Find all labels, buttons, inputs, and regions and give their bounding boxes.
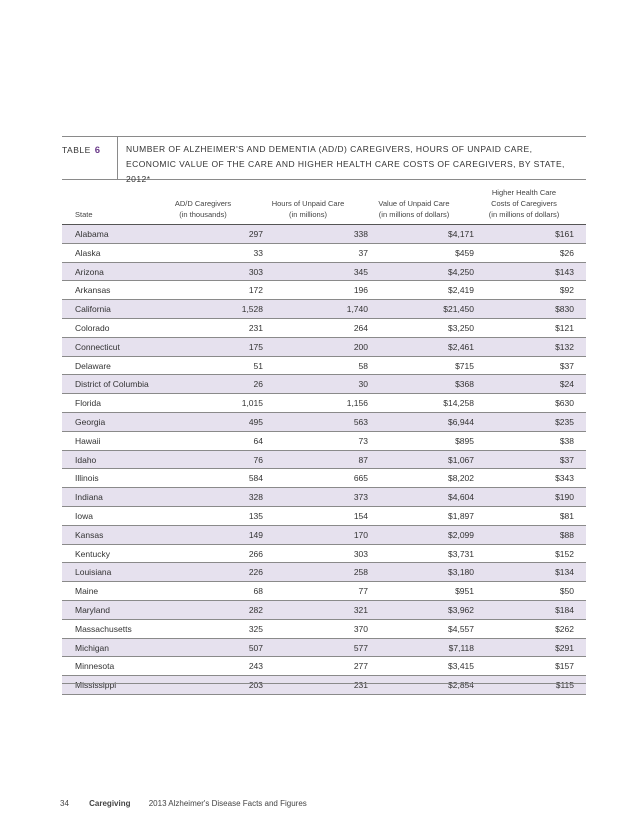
- cell-state: Iowa: [75, 510, 93, 521]
- table-body: [62, 224, 586, 695]
- cell-caregivers: 64: [253, 435, 263, 446]
- cell-caregivers: 76: [253, 454, 263, 465]
- cell-hours: 577: [353, 642, 368, 653]
- cell-costs: $235: [555, 416, 574, 427]
- cell-value: $1,067: [448, 454, 474, 465]
- table-row: [62, 375, 586, 394]
- cell-caregivers: 303: [248, 266, 263, 277]
- page-footer: [60, 799, 307, 808]
- column-header-hours-line1: Hours of Unpaid Care: [271, 199, 345, 208]
- cell-hours: 58: [358, 360, 368, 371]
- table-row: [62, 507, 586, 526]
- column-header-value-line1: Value of Unpaid Care: [378, 199, 450, 208]
- table-row: [62, 469, 586, 488]
- column-header-caregivers-line2: (in thousands): [179, 210, 227, 219]
- cell-costs: $38: [559, 435, 574, 446]
- cell-caregivers: 33: [253, 247, 263, 258]
- table-row: [62, 432, 586, 451]
- column-header-state: State: [75, 210, 93, 219]
- cell-hours: 154: [353, 510, 368, 521]
- cell-hours: 264: [353, 322, 368, 333]
- cell-costs: $630: [555, 398, 574, 409]
- cell-state: Connecticut: [75, 341, 120, 352]
- cell-costs: $184: [555, 604, 574, 615]
- table-row: [62, 488, 586, 507]
- cell-hours: 370: [353, 623, 368, 634]
- column-header-caregivers: [143, 198, 263, 220]
- table-header: [62, 136, 586, 184]
- cell-costs: $121: [555, 322, 574, 333]
- table-row: [62, 582, 586, 601]
- section-name: Caregiving: [89, 799, 131, 808]
- table-row: [62, 300, 586, 319]
- cell-state: Idaho: [75, 454, 97, 465]
- cell-costs: $50: [559, 586, 574, 597]
- cell-caregivers: 495: [248, 416, 263, 427]
- cell-state: Delaware: [75, 360, 111, 371]
- cell-costs: $92: [559, 285, 574, 296]
- cell-costs: $24: [559, 379, 574, 390]
- cell-hours: 200: [353, 341, 368, 352]
- cell-state: Georgia: [75, 416, 106, 427]
- column-header-costs-line1: Higher Health Care: [491, 188, 557, 197]
- cell-costs: $830: [555, 304, 574, 315]
- cell-state: Florida: [75, 398, 101, 409]
- cell-hours: 73: [358, 435, 368, 446]
- cell-caregivers: 243: [248, 661, 263, 672]
- cell-hours: 665: [353, 473, 368, 484]
- cell-state: Mississippi: [75, 680, 117, 691]
- table-label-text: TABLE: [62, 145, 91, 155]
- cell-caregivers: 328: [248, 492, 263, 503]
- cell-state: Massachusetts: [75, 623, 132, 634]
- cell-state: Colorado: [75, 322, 110, 333]
- cell-costs: $37: [559, 454, 574, 465]
- table-row: [62, 263, 586, 282]
- cell-hours: 30: [358, 379, 368, 390]
- table-row: [62, 545, 586, 564]
- table-row: [62, 657, 586, 676]
- table-number: 6: [94, 145, 101, 156]
- cell-value: $14,258: [443, 398, 474, 409]
- cell-costs: $26: [559, 247, 574, 258]
- cell-caregivers: 231: [248, 322, 263, 333]
- cell-costs: $81: [559, 510, 574, 521]
- cell-costs: $291: [555, 642, 574, 653]
- cell-value: $3,962: [448, 604, 474, 615]
- column-header-caregivers-line1: AD/D Caregivers: [174, 199, 232, 208]
- cell-value: $1,897: [448, 510, 474, 521]
- cell-state: Michigan: [75, 642, 110, 653]
- cell-value: $2,099: [448, 529, 474, 540]
- cell-value: $4,557: [448, 623, 474, 634]
- cell-hours: 345: [353, 266, 368, 277]
- cell-value: $21,450: [443, 304, 474, 315]
- cell-state: Minnesota: [75, 661, 115, 672]
- cell-value: $4,604: [448, 492, 474, 503]
- cell-costs: $152: [555, 548, 574, 559]
- cell-caregivers: 282: [248, 604, 263, 615]
- column-header-costs-line2: Costs of Caregivers: [491, 199, 557, 208]
- cell-caregivers: 1,528: [241, 304, 263, 315]
- cell-hours: 373: [353, 492, 368, 503]
- cell-hours: 1,156: [346, 398, 368, 409]
- cell-state: Kansas: [75, 529, 104, 540]
- cell-hours: 231: [353, 680, 368, 691]
- cell-hours: 303: [353, 548, 368, 559]
- cell-state: California: [75, 304, 111, 315]
- page-number: 34: [60, 799, 69, 808]
- cell-value: $2,461: [448, 341, 474, 352]
- table-title: NUMBER OF ALZHEIMER'S AND DEMENTIA (AD/D) CAREGIVERS, HOURS OF UNPAID CARE, ECONOMIC VALUE OF THE CARE AND HIGHER HEALTH CARE COSTS OF CAREGIVERS, BY STATE, 2012*: [126, 144, 565, 184]
- cell-caregivers: 26: [253, 379, 263, 390]
- cell-costs: $190: [555, 492, 574, 503]
- cell-costs: $343: [555, 473, 574, 484]
- cell-caregivers: 203: [248, 680, 263, 691]
- cell-hours: 196: [353, 285, 368, 296]
- cell-value: $7,118: [448, 642, 474, 653]
- table-row: [62, 413, 586, 432]
- cell-costs: $143: [555, 266, 574, 277]
- cell-value: $3,415: [448, 661, 474, 672]
- publication-title: 2013 Alzheimer's Disease Facts and Figures: [148, 799, 307, 808]
- column-header-hours: [248, 198, 368, 220]
- cell-caregivers: 135: [248, 510, 263, 521]
- table-row: [62, 338, 586, 357]
- cell-costs: $262: [555, 623, 574, 634]
- cell-hours: 563: [353, 416, 368, 427]
- cell-value: $895: [455, 435, 474, 446]
- cell-state: Kentucky: [75, 548, 110, 559]
- cell-value: $4,171: [448, 229, 474, 239]
- table-row: [62, 394, 586, 413]
- cell-value: $368: [455, 379, 474, 390]
- table-row: [62, 451, 586, 470]
- cell-caregivers: 507: [248, 642, 263, 653]
- cell-caregivers: 175: [248, 341, 263, 352]
- cell-state: Alaska: [75, 247, 101, 258]
- cell-hours: 338: [353, 229, 368, 239]
- cell-caregivers: 51: [253, 360, 263, 371]
- cell-costs: $134: [555, 567, 574, 578]
- table-row: [62, 281, 586, 300]
- cell-state: Hawaii: [75, 435, 101, 446]
- cell-state: Maine: [75, 586, 99, 597]
- cell-hours: 77: [358, 586, 368, 597]
- column-header-hours-line2: (in millions): [289, 210, 327, 219]
- cell-hours: 37: [358, 247, 368, 258]
- cell-value: $459: [455, 247, 474, 258]
- cell-state: Arizona: [75, 266, 104, 277]
- cell-value: $2,419: [448, 285, 474, 296]
- cell-costs: $132: [555, 341, 574, 352]
- cell-caregivers: 584: [248, 473, 263, 484]
- table-row: [62, 526, 586, 545]
- column-header-value: [354, 198, 474, 220]
- cell-value: $951: [455, 586, 474, 597]
- cell-value: $8,202: [448, 473, 474, 484]
- cell-costs: $37: [559, 360, 574, 371]
- table-row: [62, 620, 586, 639]
- table-row: [62, 225, 586, 244]
- cell-state: Illinois: [75, 473, 99, 484]
- cell-costs: $161: [555, 229, 574, 239]
- cell-costs: $88: [559, 529, 574, 540]
- table-row: [62, 676, 586, 695]
- table-row: [62, 601, 586, 620]
- cell-costs: $157: [555, 661, 574, 672]
- cell-caregivers: 68: [253, 586, 263, 597]
- column-header-costs: [464, 187, 584, 220]
- cell-hours: 87: [358, 454, 368, 465]
- cell-value: $3,250: [448, 322, 474, 333]
- table-row: [62, 357, 586, 376]
- cell-state: District of Columbia: [75, 379, 149, 390]
- cell-hours: 321: [353, 604, 368, 615]
- table-bottom-rule: [62, 683, 586, 684]
- cell-state: Arkansas: [75, 285, 111, 296]
- table-row: [62, 639, 586, 658]
- column-header-value-line2: (in millions of dollars): [378, 210, 450, 219]
- cell-hours: 170: [353, 529, 368, 540]
- cell-hours: 258: [353, 567, 368, 578]
- cell-state: Indiana: [75, 492, 103, 503]
- cell-caregivers: 297: [248, 229, 263, 239]
- column-header-costs-line3: (in millions of dollars): [488, 210, 560, 219]
- cell-hours: 277: [353, 661, 368, 672]
- cell-caregivers: 226: [248, 567, 263, 578]
- cell-hours: 1,740: [346, 304, 368, 315]
- cell-caregivers: 325: [248, 623, 263, 634]
- cell-caregivers: 172: [248, 285, 263, 296]
- cell-value: $3,180: [448, 567, 474, 578]
- cell-costs: $115: [555, 680, 574, 691]
- cell-state: Alabama: [75, 229, 109, 239]
- cell-value: $4,250: [448, 266, 474, 277]
- table-row: [62, 244, 586, 263]
- cell-caregivers: 266: [248, 548, 263, 559]
- table-row: [62, 563, 586, 582]
- table-label: [62, 137, 118, 179]
- cell-state: Louisiana: [75, 567, 112, 578]
- table-row: [62, 319, 586, 338]
- cell-value: $3,731: [448, 548, 474, 559]
- cell-value: $715: [455, 360, 474, 371]
- cell-value: $6,944: [448, 416, 474, 427]
- cell-value: $2,854: [448, 680, 474, 691]
- cell-caregivers: 149: [248, 529, 263, 540]
- cell-state: Maryland: [75, 604, 110, 615]
- cell-caregivers: 1,015: [241, 398, 263, 409]
